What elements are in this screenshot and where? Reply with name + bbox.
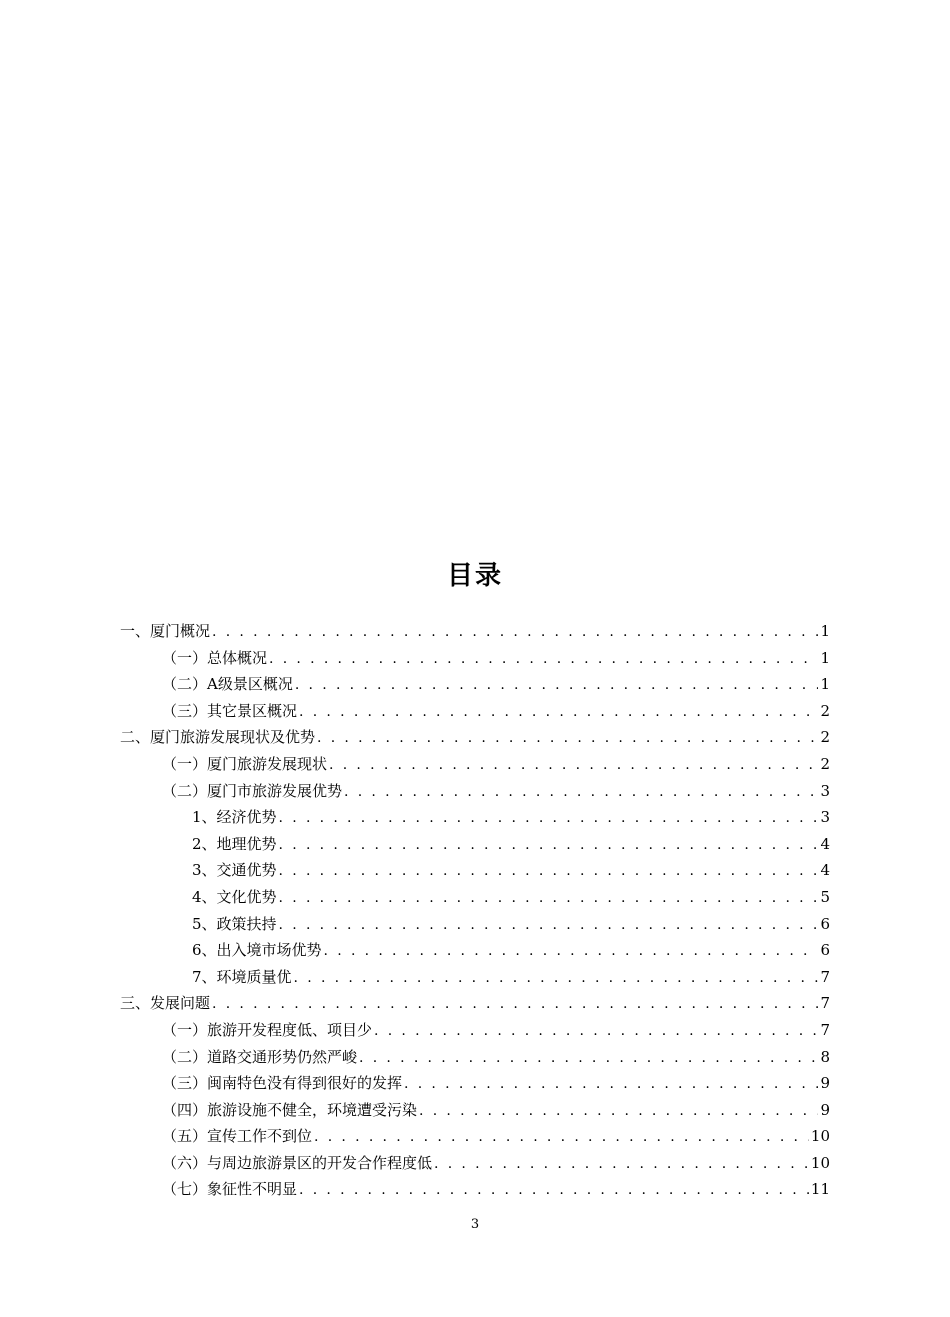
toc-entry-page: 7 xyxy=(820,967,830,986)
toc-dot-leader xyxy=(329,752,818,779)
toc-entry-page: 9 xyxy=(820,1100,830,1119)
toc-entry-page: 3 xyxy=(820,808,830,827)
toc-dot-leader xyxy=(324,938,819,965)
toc-entry-page: 2 xyxy=(820,754,830,773)
toc-dot-leader xyxy=(279,805,819,832)
toc-entry-label: 6、出入境市场优势 xyxy=(192,941,322,960)
toc-entry[interactable] xyxy=(120,698,830,725)
toc-entry[interactable] xyxy=(120,937,830,964)
toc-entry[interactable] xyxy=(120,671,830,698)
toc-entry[interactable] xyxy=(120,884,830,911)
toc-entry[interactable] xyxy=(120,804,830,831)
toc-entry-page: 6 xyxy=(820,914,830,933)
toc-entry-page: 8 xyxy=(820,1047,830,1066)
toc-entry[interactable] xyxy=(120,964,830,991)
toc-entry-page: 1 xyxy=(820,675,830,694)
toc-entry-page: 10 xyxy=(810,1153,830,1172)
toc-entry-page: 11 xyxy=(810,1180,830,1199)
toc-entry-label: 3、交通优势 xyxy=(192,861,277,880)
toc-entry-label: （二）厦门市旅游发展优势 xyxy=(162,781,343,800)
toc-entry-label: （五）宣传工作不到位 xyxy=(162,1127,313,1146)
toc-entry-label: （七）象征性不明显 xyxy=(162,1180,298,1199)
toc-entry[interactable] xyxy=(120,1070,830,1097)
toc-entry-label: （一）厦门旅游发展现状 xyxy=(162,754,328,773)
toc-entry-label: （三）其它景区概况 xyxy=(162,701,298,720)
toc-entry[interactable] xyxy=(120,1123,830,1150)
toc-dot-leader xyxy=(434,1151,809,1178)
toc-entry[interactable] xyxy=(120,857,830,884)
toc-entry-label: 4、文化优势 xyxy=(192,887,277,906)
toc-dot-leader xyxy=(299,1177,809,1204)
toc-entry[interactable] xyxy=(120,1176,830,1203)
toc-entry[interactable] xyxy=(120,911,830,938)
toc-entry-page: 1 xyxy=(820,622,830,640)
toc-entry[interactable] xyxy=(120,1044,830,1071)
toc-dot-leader xyxy=(419,1098,818,1125)
toc-dot-leader xyxy=(359,1045,818,1072)
toc-dot-leader xyxy=(344,779,818,806)
toc-dot-leader xyxy=(299,699,818,726)
toc-entry-label: 一、厦门概况 xyxy=(120,622,211,640)
toc-entry-page: 9 xyxy=(820,1074,830,1093)
toc-entry-label: （三）闽南特色没有得到很好的发挥 xyxy=(162,1074,403,1093)
toc-entry-label: （四）旅游设施不健全，环境遭受污染 xyxy=(162,1100,418,1119)
toc-dot-leader xyxy=(279,858,819,885)
toc-entry-label: （二）A级景区概况 xyxy=(162,675,293,694)
toc-dot-leader xyxy=(314,1124,809,1151)
toc-entry-page: 6 xyxy=(820,941,830,960)
toc-entry-page: 5 xyxy=(820,887,830,906)
toc-entry-page: 4 xyxy=(820,861,830,880)
page-number: 3 xyxy=(470,1217,480,1232)
toc-entry-label: 7、环境质量优 xyxy=(192,967,292,986)
toc-entry[interactable] xyxy=(120,1017,830,1044)
toc-dot-leader xyxy=(279,885,819,912)
toc-entry-label: 二、厦门旅游发展现状及优势 xyxy=(120,728,316,747)
toc-dot-leader xyxy=(269,646,818,673)
toc-entry[interactable] xyxy=(120,831,830,858)
toc-entry[interactable] xyxy=(120,1150,830,1177)
toc-entry[interactable] xyxy=(120,618,830,645)
toc-entry-page: 1 xyxy=(820,648,830,667)
toc-title: 目录 xyxy=(446,561,503,591)
toc-dot-leader xyxy=(212,619,818,646)
toc-entry-label: 2、地理优势 xyxy=(192,834,277,853)
toc-dot-leader xyxy=(295,672,819,699)
toc-entry-page: 2 xyxy=(820,728,830,747)
toc-entry[interactable] xyxy=(120,724,830,751)
toc-entry[interactable] xyxy=(120,751,830,778)
toc-entry[interactable] xyxy=(120,645,830,672)
toc-entry-label: 三、发展问题 xyxy=(120,994,211,1013)
toc-dot-leader xyxy=(279,832,819,859)
toc-dot-leader xyxy=(294,965,819,992)
toc-dot-leader xyxy=(374,1018,818,1045)
toc-entry-label: （二）道路交通形势仍然严峻 xyxy=(162,1047,358,1066)
toc-entry-label: （一）总体概况 xyxy=(162,648,268,667)
toc-entry[interactable] xyxy=(120,1097,830,1124)
toc-entry-page: 3 xyxy=(820,781,830,800)
toc-entry-label: 5、政策扶持 xyxy=(192,914,277,933)
toc-entry[interactable] xyxy=(120,990,830,1017)
toc-entry-page: 7 xyxy=(820,994,830,1013)
toc-entry-label: （一）旅游开发程度低、项目少 xyxy=(162,1020,373,1039)
toc-entry-page: 10 xyxy=(810,1127,830,1146)
toc-entry[interactable] xyxy=(120,778,830,805)
toc-dot-leader xyxy=(404,1071,818,1098)
toc-entry-label: （六）与周边旅游景区的开发合作程度低 xyxy=(162,1153,433,1172)
toc-dot-leader xyxy=(317,725,818,752)
toc-entry-page: 7 xyxy=(820,1020,830,1039)
toc-entry-page: 2 xyxy=(820,701,830,720)
toc-entry-page: 4 xyxy=(820,834,830,853)
toc-entry-label: 1、经济优势 xyxy=(192,808,277,827)
toc-dot-leader xyxy=(279,912,819,939)
table-of-contents xyxy=(120,618,830,1203)
toc-dot-leader xyxy=(212,991,818,1018)
